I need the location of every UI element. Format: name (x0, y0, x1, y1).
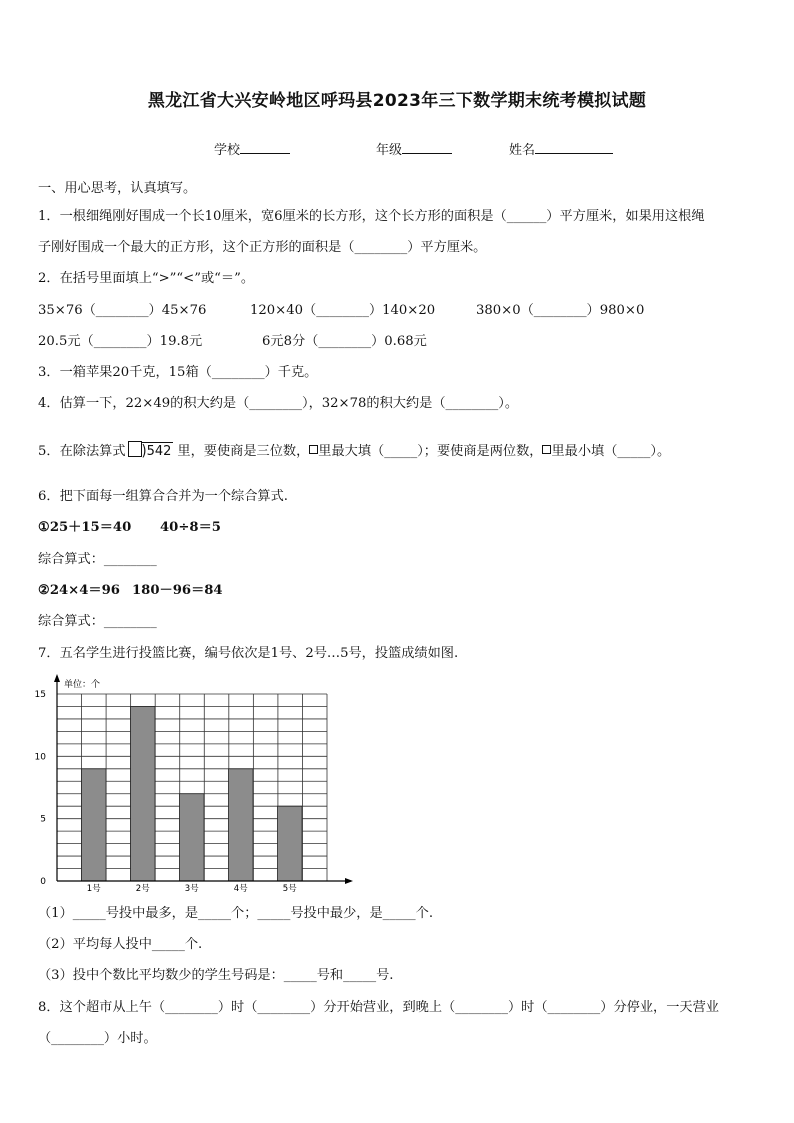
x-axis-arrow-icon (345, 878, 353, 884)
grade-label: 年级 (376, 143, 403, 158)
x-tick-label: 1号 (86, 884, 101, 894)
school-blank[interactable] (240, 141, 290, 154)
q7-sub1: （1）_____号投中最多，是_____个；_____号投中最少，是_____个. (38, 906, 434, 921)
school-label: 学校 (214, 143, 241, 158)
q7-stem: 7．五名学生进行投篮比赛，编号依次是1号、2号…5号，投篮成绩如图. (38, 646, 459, 661)
grade-blank[interactable] (402, 141, 452, 154)
q5-mid: 里，要使商是三位数， (177, 444, 310, 459)
name-blank[interactable] (535, 141, 613, 154)
q5-part2: 里最大填（_____）；要使商是两位数， (318, 444, 543, 459)
q5-text (38, 441, 670, 461)
bar-1号 (82, 769, 107, 881)
q2-compare-1: 35×76（________）45×76 (38, 303, 207, 318)
y-axis-arrow-icon (54, 674, 60, 682)
q6-group2-eq2: 180－96＝84 (132, 583, 223, 598)
q3-text: 3．一箱苹果20千克，15箱（________）千克。 (38, 365, 318, 380)
q6-group2-eq1: ②24×4＝96 (38, 583, 120, 598)
q7-sub3: （3）投中个数比平均数少的学生号码是：_____号和_____号. (38, 968, 394, 983)
y-tick-label: 10 (34, 752, 46, 763)
q2-compare-5: 6元8分（________）0.68元 (262, 334, 427, 349)
y-tick-label: 0 (40, 877, 46, 887)
q6-combined-1: 综合算式：________ (38, 552, 157, 567)
basketball-bar-chart (30, 672, 360, 894)
chart-unit-label: 单位：个 (64, 680, 101, 690)
bar-4号 (229, 769, 254, 881)
grade-field[interactable] (376, 139, 452, 158)
division-blank-box (128, 441, 142, 457)
x-tick-label: 5号 (282, 884, 297, 894)
q8-line1: 8．这个超市从上午（________）时（________）分开始营业，到晚上（________）时（________）分停业，一天营业 (38, 1000, 719, 1015)
bar-3号 (180, 794, 205, 881)
bar-5号 (278, 806, 303, 881)
q2-compare-3: 380×0（________）980×0 (476, 303, 645, 318)
q1-line2: 子刚好围成一个最大的正方形，这个正方形的面积是（________）平方厘米。 (38, 240, 487, 255)
q2-stem: 2．在括号里面填上“>”“<”或“＝”。 (38, 271, 255, 286)
section-heading: 一、用心思考，认真填写。 (38, 181, 197, 196)
q2-compare-2: 120×40（________）140×20 (250, 303, 436, 318)
student-info-row (0, 139, 794, 159)
page-title: 黑龙江省大兴安岭地区呼玛县2023年三下数学期末统考模拟试题 (147, 91, 647, 111)
division-bracket: )542 (141, 442, 172, 461)
name-field[interactable] (509, 139, 613, 158)
y-tick-label: 15 (34, 690, 46, 700)
q6-group1-eq2: 40÷8＝5 (160, 520, 221, 535)
bar-2号 (131, 706, 156, 881)
q1-line1: 1．一根细绳刚好围成一个长10厘米，宽6厘米的长方形，这个长方形的面积是（______）平方厘米，如果用这根绳 (38, 209, 705, 224)
name-label: 姓名 (509, 143, 536, 158)
q6-stem: 6．把下面每一组算合合并为一个综合算式. (38, 489, 288, 504)
x-tick-label: 3号 (184, 884, 199, 894)
q5-prefix: 5．在除法算式 (38, 444, 126, 459)
q2-compare-4: 20.5元（________）19.8元 (38, 334, 203, 349)
q4-text: 4．估算一下，22×49的积大约是（________），32×78的积大约是（________）。 (38, 396, 519, 411)
chart-y-tick-labels (35, 690, 47, 887)
y-tick-label: 5 (40, 814, 46, 825)
q7-sub2: （2）平均每人投中_____个. (38, 937, 203, 952)
chart-x-tick-labels (87, 883, 297, 894)
x-tick-label: 2号 (135, 884, 150, 894)
q5-part3: 里最小填（_____）。 (551, 444, 671, 459)
q5-dividend: 542 (146, 444, 172, 459)
q8-line2: （________）小时。 (38, 1031, 157, 1046)
x-tick-label: 4号 (233, 884, 248, 894)
school-field[interactable] (214, 139, 290, 158)
q6-combined-2: 综合算式：________ (38, 614, 157, 629)
q6-group1-eq1: ①25＋15＝40 (38, 520, 132, 535)
small-box-icon (309, 445, 318, 454)
